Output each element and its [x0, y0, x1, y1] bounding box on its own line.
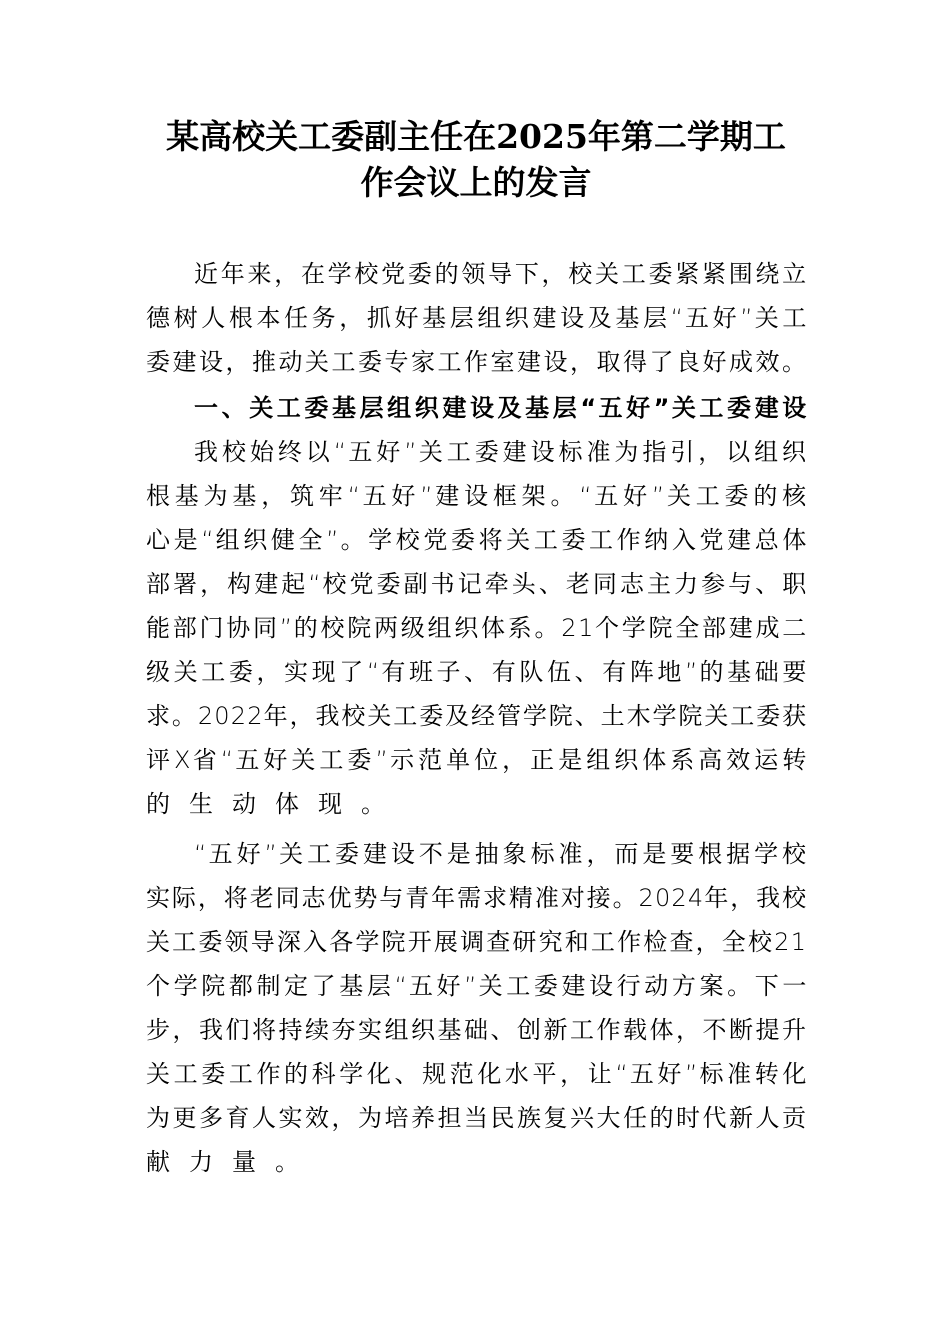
paragraph-2-line-9: 的生动体现。	[146, 790, 404, 818]
document-title-line-1: 某高校关工委副主任在2025年第二学期工	[166, 117, 786, 156]
paragraph-3-line-5: 步 ， 我 们 将 持 续 夯 实 组 织 基 础 、 创 新 工 作 载 体 ， 不 断 提 升	[146, 1016, 806, 1044]
paragraph-2-line-5: 能 部 门 协 同 ” 的 校 院 两 级 组 织 体 系 。 2 1 个 学 院 全 部 建 成 二	[146, 614, 807, 642]
paragraph-1-line-3: 委 建 设 ， 推 动 关 工 委 专 家 工 作 室 建 设 ， 取 得 了 良 好 成 效 。	[146, 348, 806, 376]
paragraph-2-line-4: 部 署 ， 构 建 起 “ 校 党 委 副 书 记 牵 头 、 老 同 志 主 力 参 与 、 职	[146, 570, 807, 598]
paragraph-3-line-8: 献力量。	[146, 1148, 318, 1176]
paragraph-3-line-6: 关 工 委 工 作 的 科 学 化 、 规 范 化 水 平 ， 让 “ 五 好 ” 标 准 转 化	[146, 1060, 807, 1088]
paragraph-2-line-7: 求 。 2 0 2 2 年 ， 我 校 关 工 委 及 经 管 学 院 、 土 木 学 院 关 工 委 获	[146, 702, 807, 730]
paragraph-3-line-1: “ 五 好 ” 关 工 委 建 设 不 是 抽 象 标 准 ， 而 是 要 根 据 学 校	[194, 840, 806, 868]
paragraph-1-line-2: 德 树 人 根 本 任 务 ， 抓 好 基 层 组 织 建 设 及 基 层 “ 五 好 ” 关 工	[146, 304, 807, 332]
paragraph-3-line-3: 关 工 委 领 导 深 入 各 学 院 开 展 调 查 研 究 和 工 作 检 查 ， 全 校 2 1	[146, 928, 806, 956]
paragraph-2-line-8: 评 X 省 “ 五 好 关 工 委 ” 示 范 单 位 ， 正 是 组 织 体 系 高 效 运 转	[146, 746, 807, 774]
paragraph-3-line-4: 个 学 院 都 制 定 了 基 层 “ 五 好 ” 关 工 委 建 设 行 动 方 案 。 下 一	[146, 972, 807, 1000]
paragraph-3-line-7: 为 更 多 育 人 实 效 ， 为 培 养 担 当 民 族 复 兴 大 任 的 时 代 新 人 贡	[146, 1104, 806, 1132]
paragraph-2-line-1: 我 校 始 终 以 “ 五 好 ” 关 工 委 建 设 标 准 为 指 引 ， 以 组 织	[194, 438, 806, 466]
paragraph-2-line-2: 根 基 为 基 ， 筑 牢 “ 五 好 ” 建 设 框 架 。 “ 五 好 ” 关 工 委 的 核	[146, 482, 807, 510]
section-heading-1: 一 、 关 工 委 基 层 组 织 建 设 及 基 层 “ 五 好 ” 关 工 委 建 设	[194, 394, 807, 422]
paragraph-2-line-3: 心 是 “ 组 织 健 全 ” 。 学 校 党 委 将 关 工 委 工 作 纳 入 党 建 总 体	[146, 526, 807, 554]
document-title-line-2: 作会议上的发言	[360, 163, 592, 202]
paragraph-2-line-6: 级 关 工 委 ， 实 现 了 “ 有 班 子 、 有 队 伍 、 有 阵 地 ” 的 基 础 要	[146, 658, 807, 686]
paragraph-3-line-2: 实 际 ， 将 老 同 志 优 势 与 青 年 需 求 精 准 对 接 。 2 0 2 4 年 ， 我 校	[146, 884, 807, 912]
paragraph-1-line-1: 近 年 来 ， 在 学 校 党 委 的 领 导 下 ， 校 关 工 委 紧 紧 围 绕 立	[194, 260, 807, 288]
